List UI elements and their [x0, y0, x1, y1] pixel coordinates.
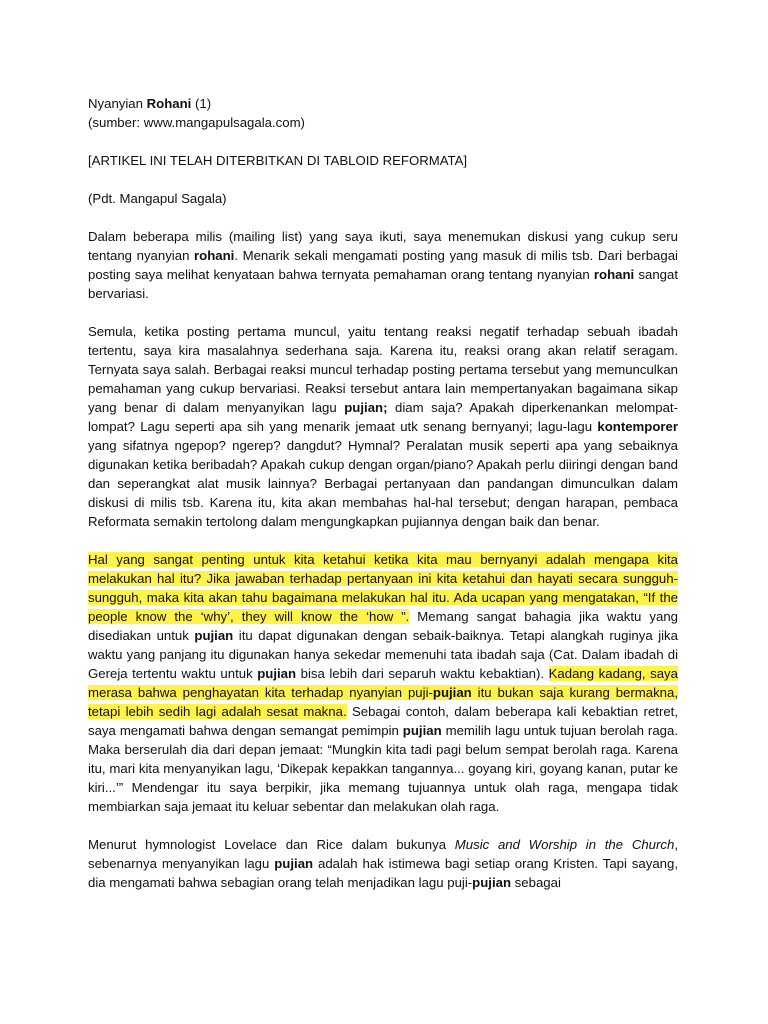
- highlighted-text: Hal yang sangat penting untuk kita ketahui ketika kita mau bernyanyi adalah mengapa kita melakukan hal itu? Jika jawaban terhadap pertanyaan ini kita ketahui dan hayati secara sungguh-sungguh, maka kita akan tahu bagaimana melakukan hal itu. Ada ucapan yang mengatakan, “If the people know the ‘why’, they will know the ‘how ”.: [88, 552, 678, 624]
- paragraph-3: Hal yang sangat penting untuk kita ketahui ketika kita mau bernyanyi adalah mengapa kita melakukan hal itu? Jika jawaban terhadap pertanyaan ini kita ketahui dan hayati secara sungguh-sungguh, maka kita akan tahu bagaimana melakukan hal itu. Ada ucapan yang mengatakan, “If the people know the ‘why’, they will know the ‘how ”. Memang sangat bahagia jika waktu yang disediakan untuk pujian itu dapat digunakan dengan sebaik-baiknya. Tetapi alangkah ruginya jika waktu yang panjang itu digunakan hanya sekedar memenuhi tata ibadah saja (Cat. Dalam ibadah di Gereja tertentu waktu untuk pujian bisa lebih dari separuh waktu kebaktian). Kadang kadang, saya merasa bahwa penghayatan kita terhadap nyanyian puji-pujian itu bukan saja kurang bermakna, tetapi lebih sedih lagi adalah sesat makna. Sebagai contoh, dalam beberapa kali kebaktian retret, saya mengamati bahwa dengan semangat pemimpin pujian memilih lagu untuk tujuan berolah raga. Maka berserulah dia dari depan jemaat: “Mungkin kita tadi pagi belum sempat berolah raga. Karena itu, mari kita menyanyikan lagu, ‘Dikepak kepakkan tangannya... goyang kiri, goyang kanan, putar ke kiri...’” Mendengar itu saya berpikir, jika memang tujuannya untuk olah raga, mengapa tidak membiarkan saja jemaat itu keluar sebentar dan melakukan olah raga.: [88, 552, 679, 814]
- paragraph-4: Menurut hymnologist Lovelace dan Rice dalam bukunya Music and Worship in the Church, sebenarnya menyanyikan lagu pujian adalah hak istimewa bagi setiap orang Kristen. Tapi sayang, dia mengamati bahwa sebagian orang telah menjadikan lagu puji-pujian sebagai: [88, 837, 679, 890]
- highlighted-text: Kadang kadang, saya merasa bahwa penghayatan kita terhadap nyanyian puji-: [88, 666, 678, 700]
- paragraph-2: Semula, ketika posting pertama muncul, yaitu tentang reaksi negatif terhadap sebuah ibadah tertentu, saya kira masalahnya sederhana saja. Karena itu, reaksi orang akan relatif seragam. Ternyata saya salah. Berbagai reaksi muncul terhadap posting pertama tersebut yang memunculkan pemahaman yang cukup bervariasi. Reaksi tersebut antara lain mempertanyakan bagaimana sikap yang benar di dalam menyanyikan lagu pujian; diam saja? Apakah diperkenankan melompat-lompat? Lagu seperti apa sih yang menarik jemaat utk senang bernyanyi; lagu-lagu kontemporer yang sifatnya ngepop? ngerep? dangdut? Hymnal? Peralatan musik seperti apa yang sebaiknya digunakan ketika beribadah? Apakah cukup dengan organ/piano? Apakah perlu diiringi dengan band dan seperangkat alat musik lainnya? Berbagai pertanyaan dan pandangan dimunculkan dalam diskusi di milis tsb. Karena itu, kita akan membahas hal-hal tersebut; dengan harapan, pembaca Reformata semakin tertolong dalam mengungkapkan pujiannya dengan baik dan benar.: [88, 324, 678, 529]
- author-line: (Pdt. Mangapul Sagala): [88, 191, 227, 206]
- highlighted-text: itu bukan saja kurang bermakna, tetapi lebih sedih lagi adalah sesat makna.: [88, 685, 679, 719]
- paragraph-1: Dalam beberapa milis (mailing list) yang saya ikuti, saya menemukan diskusi yang cukup seru tentang nyanyian rohani. Menarik sekali mengamati posting yang masuk di milis tsb. Dari berbagai posting saya melihat kenyataan bahwa ternyata pemahaman orang tentang nyanyian rohani sangat bervariasi.: [88, 229, 678, 301]
- title-bold-text: Rohani: [146, 96, 192, 111]
- title-suffix-text: (1): [191, 96, 212, 111]
- source-line: (sumber: www.mangapulsagala.com): [88, 115, 305, 130]
- document-title: [88, 94, 678, 113]
- publication-notice: [ARTIKEL INI TELAH DITERBITKAN DI TABLOID REFORMATA]: [88, 153, 468, 168]
- highlighted-bold-text: pujian: [432, 685, 472, 700]
- title-text: Nyanyian: [88, 96, 147, 111]
- book-title: Music and Worship in the Church: [454, 837, 675, 852]
